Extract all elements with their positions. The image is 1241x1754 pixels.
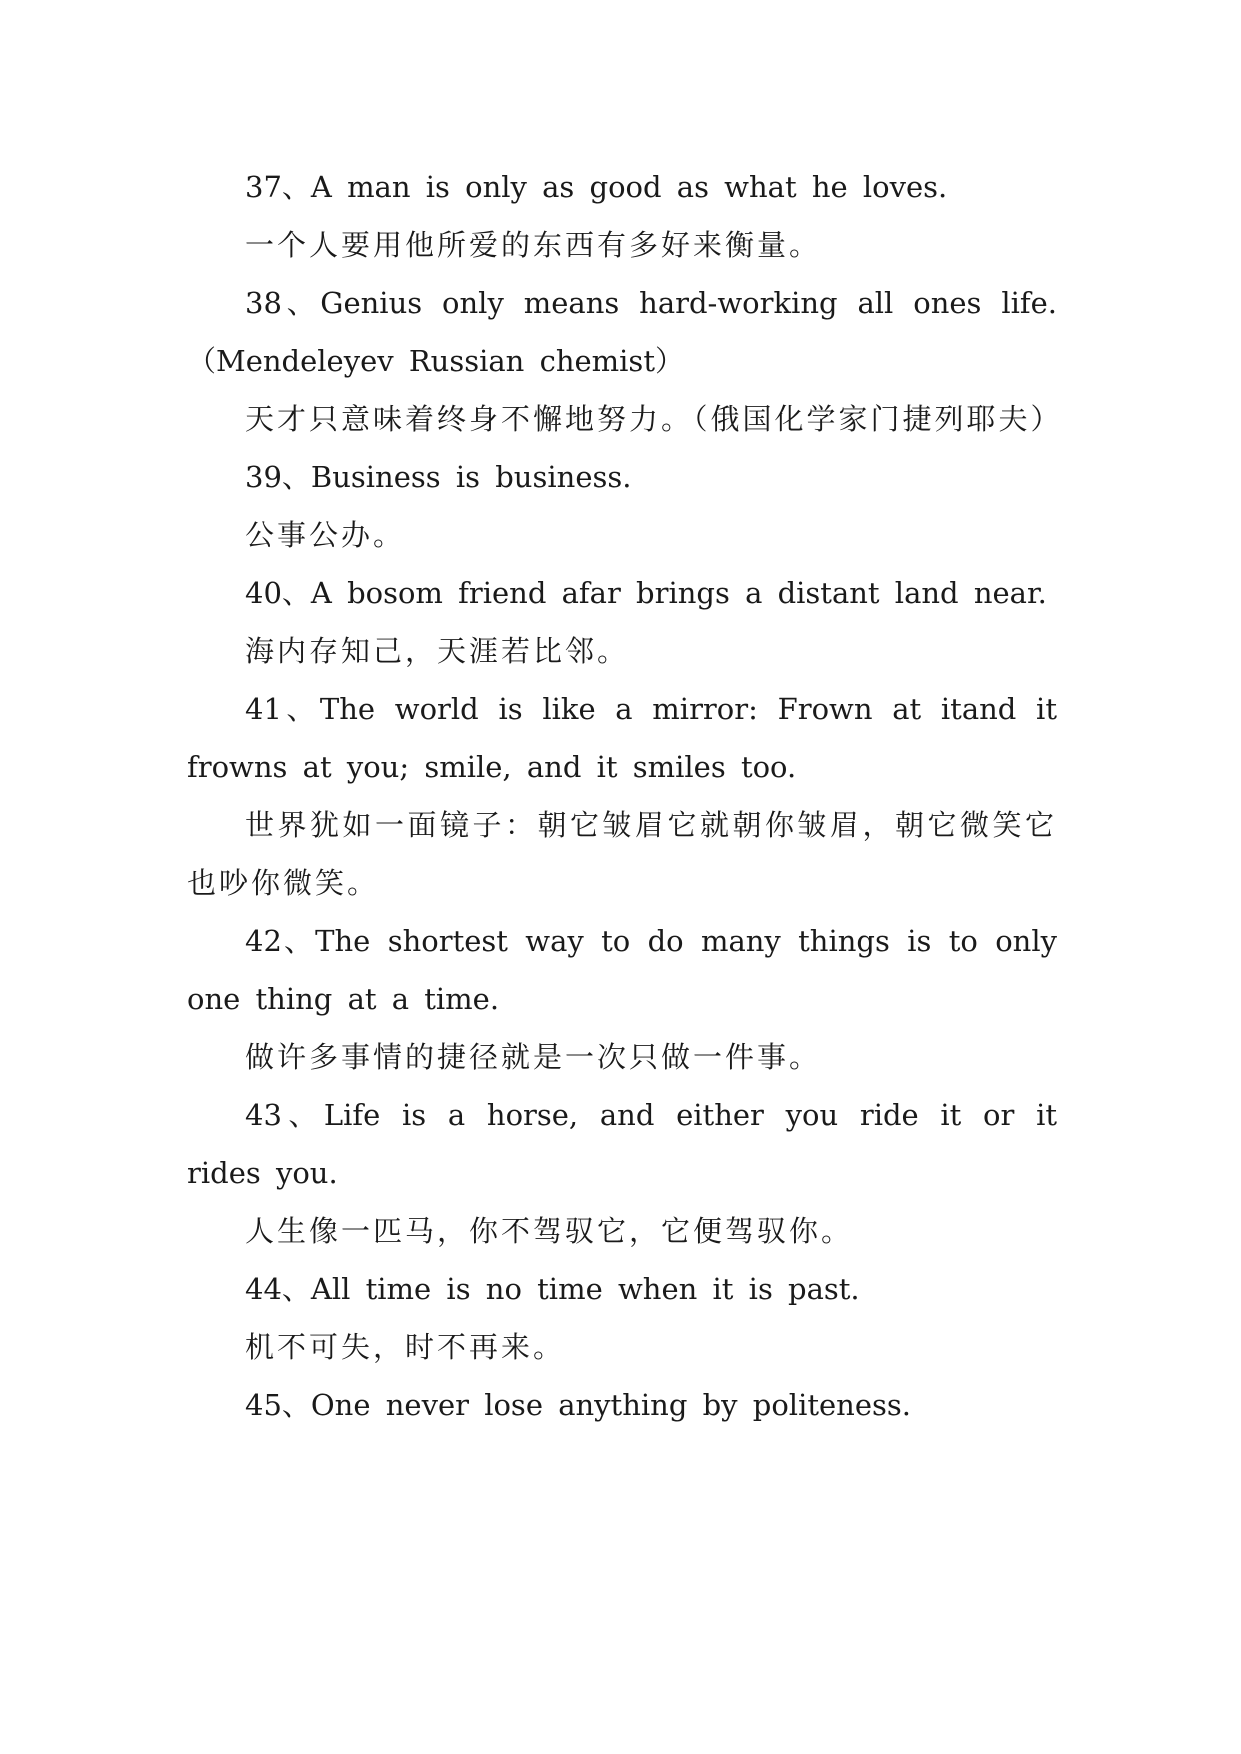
quote-en-45: 45、One never lose anything by politeness. — [245, 1388, 911, 1422]
quote-en-42: 42、The shortest way to do many things is to only one thing at a time. — [187, 924, 1057, 1016]
quote-zh-44: 机不可失，时不再来。 — [245, 1330, 566, 1364]
quote-zh-40: 海内存知己，天涯若比邻。 — [245, 634, 630, 668]
quote-zh-42: 做许多事情的捷径就是一次只做一件事。 — [245, 1040, 822, 1074]
quote-en-44: 44、All time is no time when it is past. — [245, 1272, 860, 1306]
quote-en-43: 43、Life is a horse, and either you ride it or it rides you. — [187, 1098, 1057, 1190]
quote-en-38: 38、Genius only means hard-working all ones life.（Mendeleyev Russian chemist） — [187, 286, 1057, 378]
quote-zh-41: 世界犹如一面镜子：朝它皱眉它就朝你皱眉，朝它微笑它也吵你微笑。 — [187, 808, 1057, 900]
quote-en-37: 37、A man is only as good as what he loves. — [245, 170, 948, 204]
quote-zh-37: 一个人要用他所爱的东西有多好来衡量。 — [245, 228, 822, 262]
quote-zh-38: 天才只意味着终身不懈地努力。（俄国化学家门捷列耶夫） — [245, 402, 1063, 436]
quote-zh-43: 人生像一匹马，你不驾驭它，它便驾驭你。 — [245, 1214, 854, 1248]
quote-zh-39: 公事公办。 — [245, 518, 406, 552]
quote-en-39: 39、Business is business. — [245, 460, 632, 494]
quote-en-41: 41、The world is like a mirror: Frown at itand it frowns at you; smile, and it smiles too. — [187, 692, 1057, 784]
document-body — [187, 158, 1063, 1434]
quote-en-40: 40、A bosom friend afar brings a distant land near. — [245, 576, 1047, 610]
